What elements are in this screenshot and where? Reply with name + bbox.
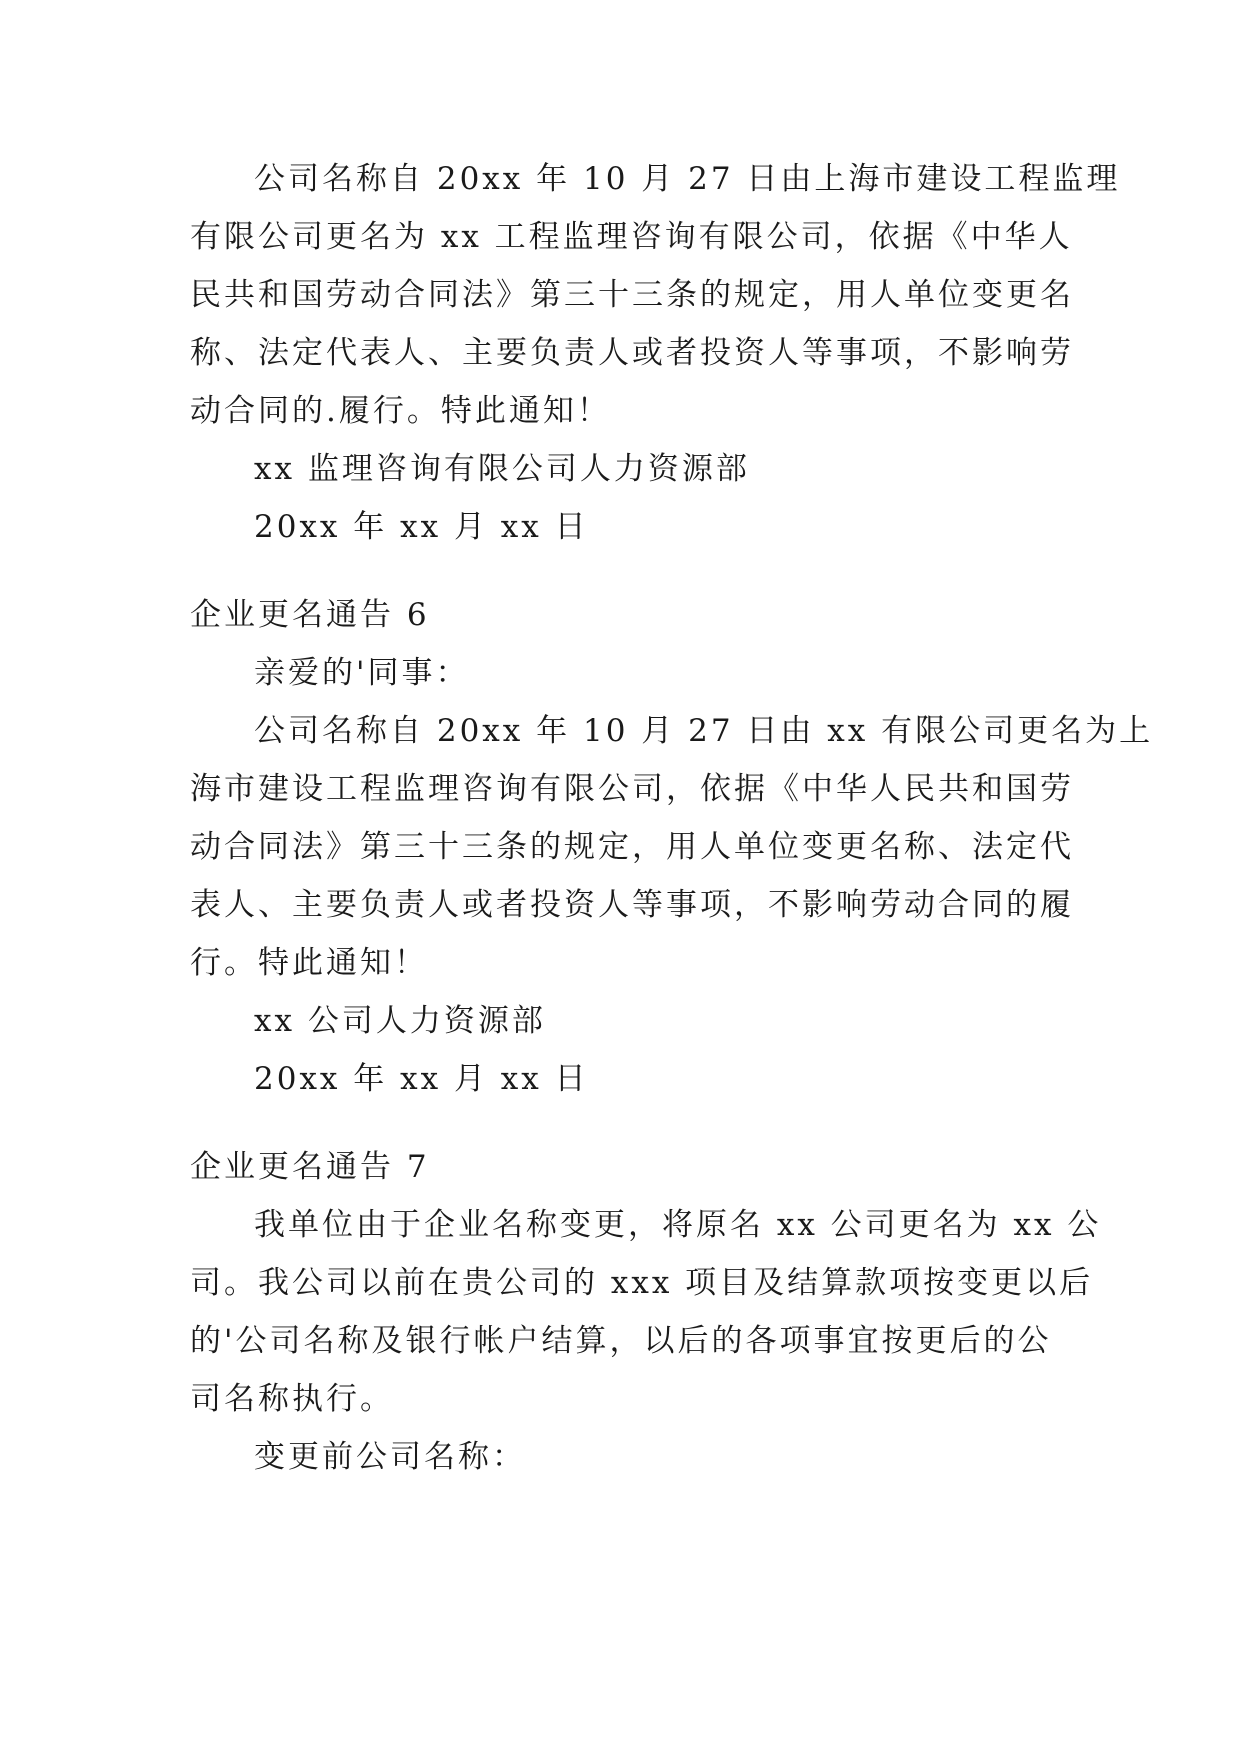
notice-section-7: [190, 1138, 1102, 1486]
paragraph-line: 称、法定代表人、主要负责人或者投资人等事项，不影响劳: [190, 335, 1074, 371]
paragraph-line: 有限公司更名为 xx 工程监理咨询有限公司，依据《中华人: [190, 219, 1073, 255]
paragraph-line: 海市建设工程监理咨询有限公司，依据《中华人民共和国劳: [190, 771, 1074, 807]
paragraph-line: 我单位由于企业名称变更，将原名 xx 公司更名为 xx 公: [254, 1207, 1102, 1243]
paragraph-line: 司。我公司以前在贵公司的 xxx 项目及结算款项按变更以后: [190, 1265, 1094, 1301]
notice-section-6: [190, 586, 1154, 1108]
field-label: 变更前公司名称：: [254, 1439, 526, 1475]
paragraph-line: 动合同法》第三十三条的规定，用人单位变更名称、法定代: [190, 829, 1074, 865]
greeting: 亲爱的'同事：: [254, 655, 470, 691]
date: 20xx 年 xx 月 xx 日: [254, 1061, 589, 1097]
document-page: [190, 150, 1154, 1486]
paragraph-line: 公司名称自 20xx 年 10 月 27 日由上海市建设工程监理: [254, 161, 1121, 197]
notice-section-5-tail: [190, 150, 1121, 556]
paragraph-line: 公司名称自 20xx 年 10 月 27 日由 xx 有限公司更名为上: [254, 713, 1154, 749]
paragraph-line: 表人、主要负责人或者投资人等事项，不影响劳动合同的履: [190, 887, 1074, 923]
signature: xx 监理咨询有限公司人力资源部: [254, 451, 750, 487]
signature: xx 公司人力资源部: [254, 1003, 546, 1039]
date: 20xx 年 xx 月 xx 日: [254, 509, 589, 545]
paragraph-line: 司名称执行。: [190, 1381, 394, 1417]
paragraph-line: 的'公司名称及银行帐户结算，以后的各项事宜按更后的公: [190, 1323, 1052, 1359]
paragraph-line: 民共和国劳动合同法》第三十三条的规定，用人单位变更名: [190, 277, 1074, 313]
paragraph-line: 行。特此通知！: [190, 945, 428, 981]
paragraph-line: 动合同的.履行。特此通知！: [190, 393, 611, 429]
section-heading: 企业更名通告 7: [190, 1149, 430, 1185]
section-heading: 企业更名通告 6: [190, 597, 430, 633]
